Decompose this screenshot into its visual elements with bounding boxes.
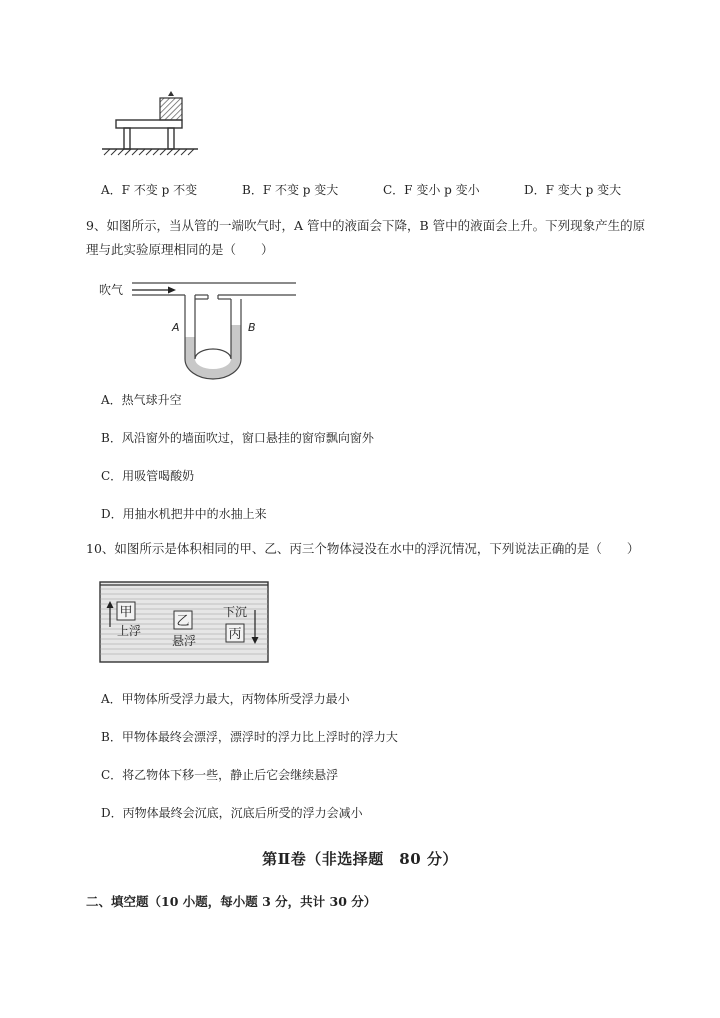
- label-b: B: [248, 321, 256, 334]
- q9-option-b[interactable]: B．风沿窗外的墙面吹过，窗口悬挂的窗帘飘向窗外: [101, 431, 374, 445]
- q8-option-d[interactable]: D．F 变大 p 变大: [524, 183, 622, 197]
- q9-stem-line2: 理与此实验原理相同的是（ ）: [86, 242, 274, 257]
- horizontal-pipe: [132, 283, 296, 299]
- ground-line: [102, 149, 198, 155]
- svg-text:丙: 丙: [228, 627, 242, 642]
- q10-stem: 10、如图所示是体积相同的甲、乙、丙三个物体浸没在水中的浮沉情况，下列说法正确的是（ ）: [86, 541, 640, 556]
- up-label: 上浮: [117, 624, 142, 638]
- label-a: A: [172, 321, 180, 334]
- q10-option-c[interactable]: C．将乙物体下移一些，静止后它会继续悬浮: [101, 768, 339, 782]
- table-block-figure: [100, 88, 200, 158]
- q9-option-d[interactable]: D．用抽水机把井中的水抽上来: [101, 507, 267, 521]
- table: [116, 120, 182, 149]
- object-bing: [226, 624, 244, 642]
- q8-option-c[interactable]: C．F 变小 p 变小: [383, 183, 480, 197]
- q8-option-b[interactable]: B．F 不变 p 变大: [242, 183, 339, 197]
- section-subtitle: 二、填空题（10 小题，每小题 3 分，共计 30 分）: [86, 894, 377, 909]
- liquid: [185, 325, 241, 379]
- q9-option-a[interactable]: A．热气球升空: [101, 393, 182, 407]
- block: [160, 91, 182, 120]
- blow-arrow-icon: [132, 287, 176, 294]
- u-tube-figure: [96, 275, 306, 385]
- suspend-label: 悬浮: [172, 634, 197, 648]
- buoyancy-figure: [99, 580, 269, 664]
- section-title: 第Ⅱ卷（非选择题 80 分）: [262, 850, 458, 868]
- object-yi: [174, 611, 192, 629]
- q9-stem: [86, 214, 706, 262]
- object-jia: [117, 602, 135, 620]
- arrow-up-icon: [168, 91, 174, 96]
- blow-label: 吹气: [99, 283, 124, 297]
- q10-option-d[interactable]: D．丙物体最终会沉底，沉底后所受的浮力会减小: [101, 806, 363, 820]
- q8-option-a[interactable]: A．F 不变 p 不变: [101, 183, 198, 197]
- q9-stem-line1: 9、如图所示，当从管的一端吹气时，A 管中的液面会下降，B 管中的液面会上升。下列现象产生的原: [86, 218, 646, 233]
- sink-label: 下沉: [223, 605, 248, 619]
- q10-option-a[interactable]: A．甲物体所受浮力最大，丙物体所受浮力最小: [101, 692, 350, 706]
- svg-text:甲: 甲: [119, 605, 133, 620]
- q9-option-c[interactable]: C．用吸管喝酸奶: [101, 469, 195, 483]
- q10-option-b[interactable]: B．甲物体最终会漂浮，漂浮时的浮力比上浮时的浮力大: [101, 730, 398, 744]
- svg-text:乙: 乙: [176, 614, 190, 629]
